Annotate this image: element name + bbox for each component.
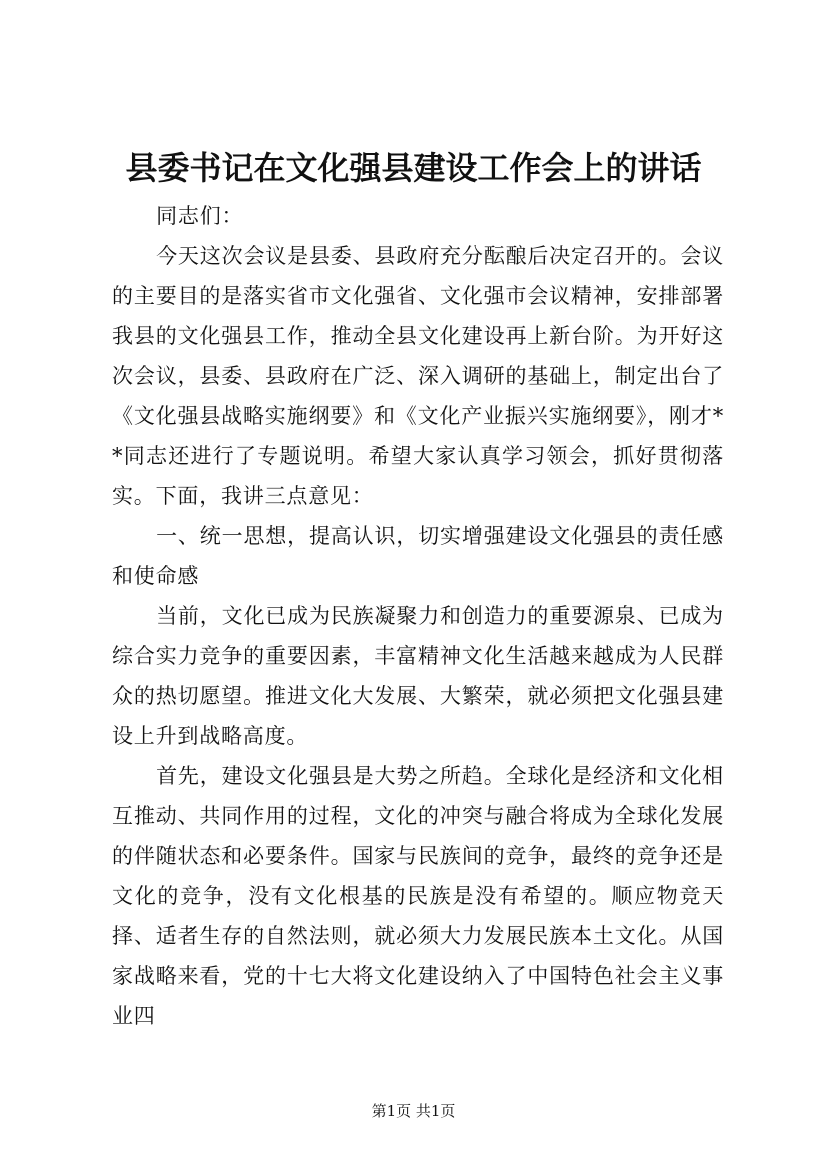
paragraph-intro: 今天这次会议是县委、县政府充分酝酿后决定召开的。会议的主要目的是落实省市文化强省、文化强市会议精神，安排部署我县的文化强县工作，推动全县文化建设再上新台阶。为开好这次会议，县委、县政府在广泛、深入调研的基础上，制定出台了《文化强县战略实施纲要》和《文化产业振兴实施纲要》，刚才**同志还进行了专题说明。希望大家认真学习领会，抓好贯彻落实。下面，我讲三点意见： bbox=[112, 244, 724, 508]
section-heading-1: 一、统一思想，提高认识，切实增强建设文化强县的责任感和使命感 bbox=[112, 524, 724, 588]
paragraph-current: 当前，文化已成为民族凝聚力和创造力的重要源泉、已成为综合实力竞争的重要因素，丰富精神文化生活越来越成为人民群众的热切愿望。推进文化大发展、大繁荣，就必须把文化强县建设上升到战略高度。 bbox=[112, 604, 724, 748]
paragraph-first-point: 首先，建设文化强县是大势之所趋。全球化是经济和文化相互推动、共同作用的过程，文化的冲突与融合将成为全球化发展的伴随状态和必要条件。国家与民族间的竞争，最终的竞争还是文化的竞争，没有文化根基的民族是没有希望的。顺应物竞天择、适者生存的自然法则，就必须大力发展民族本土文化。从国家战略来看，党的十七大将文化建设纳入了中国特色社会主义事业四 bbox=[112, 764, 724, 1028]
document-body bbox=[112, 196, 724, 1036]
document-title: 县委书记在文化强县建设工作会上的讲话 bbox=[125, 149, 702, 187]
salutation: 同志们： bbox=[156, 204, 244, 228]
page-number-footer: 第1页 共1页 bbox=[371, 1102, 456, 1120]
